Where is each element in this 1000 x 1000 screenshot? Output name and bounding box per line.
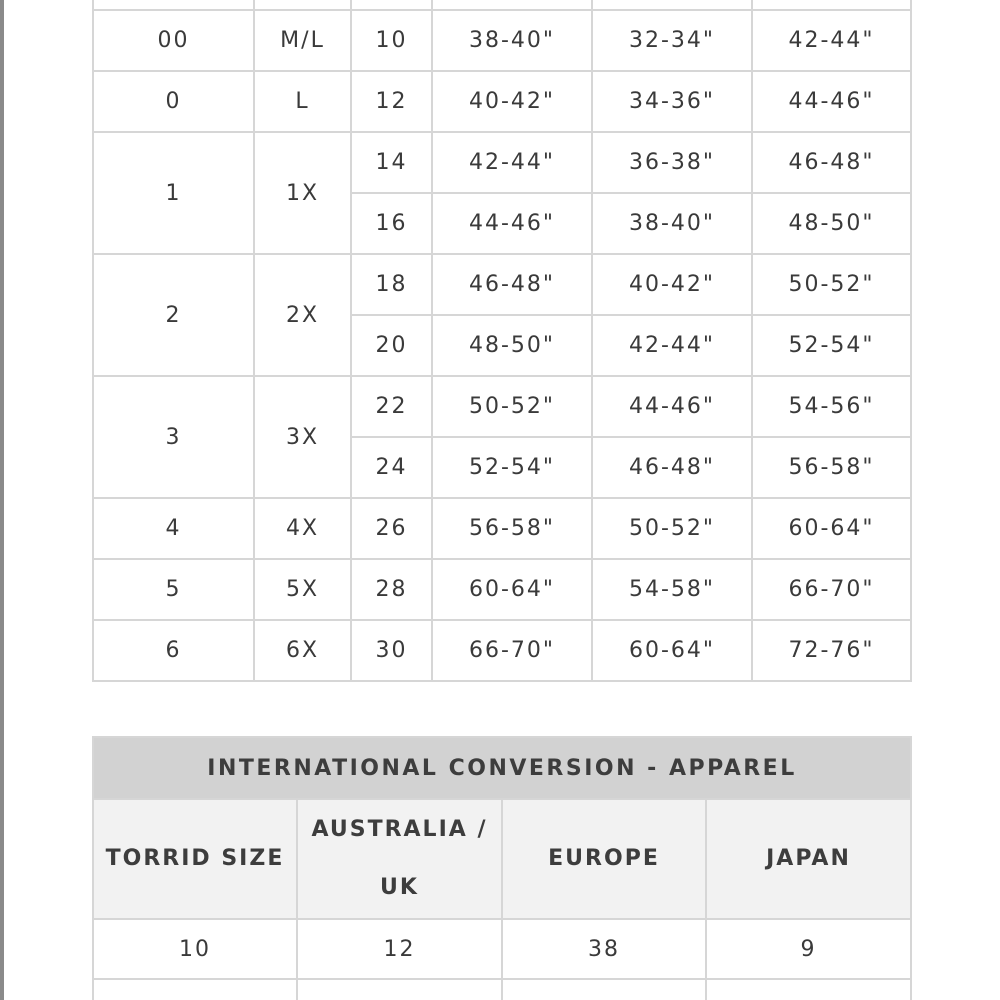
conversion-table-title: INTERNATIONAL CONVERSION - APPAREL bbox=[93, 737, 911, 799]
hips-cell: 48-50" bbox=[752, 193, 911, 254]
size-chart-body bbox=[93, 0, 911, 681]
hips-cell: 60-64" bbox=[752, 498, 911, 559]
hips-cell: 54-56" bbox=[752, 376, 911, 437]
us-size-cell: 5X bbox=[254, 559, 351, 620]
waist-cell: 32-34" bbox=[592, 10, 752, 71]
torrid-size-cell: 10 bbox=[93, 919, 297, 979]
waist-cell: 34-36" bbox=[592, 71, 752, 132]
numeric-size-cell: 30 bbox=[351, 620, 432, 681]
torrid-size-cell: 1 bbox=[93, 132, 254, 254]
us-size-cell: 1X bbox=[254, 132, 351, 254]
australia-uk-cell: 12 bbox=[297, 919, 502, 979]
bust-cell: 60-64" bbox=[432, 559, 592, 620]
hips-cell: 52-54" bbox=[752, 315, 911, 376]
size-chart-table bbox=[92, 0, 912, 682]
us-size-cell: 6X bbox=[254, 620, 351, 681]
waist-cell: 40-42" bbox=[592, 254, 752, 315]
us-size-cell: 2X bbox=[254, 254, 351, 376]
waist-cell: 50-52" bbox=[592, 498, 752, 559]
table-row bbox=[93, 376, 911, 437]
torrid-size-cell: 5 bbox=[93, 559, 254, 620]
column-header-japan: JAPAN bbox=[706, 799, 911, 919]
torrid-size-cell: 3 bbox=[93, 376, 254, 498]
bust-cell: 46-48" bbox=[432, 254, 592, 315]
numeric-size-cell: 10 bbox=[351, 10, 432, 71]
bust-cell: 66-70" bbox=[432, 620, 592, 681]
hips-cell: 42-44" bbox=[752, 10, 911, 71]
hips-cell: 72-76" bbox=[752, 620, 911, 681]
numeric-size-cell: 24 bbox=[351, 437, 432, 498]
numeric-size-cell: 14 bbox=[351, 132, 432, 193]
us-size-cell: M/L bbox=[254, 10, 351, 71]
hips-cell: 56-58" bbox=[752, 437, 911, 498]
numeric-size-cell: 20 bbox=[351, 315, 432, 376]
europe-cell: 38 bbox=[502, 919, 706, 979]
conversion-table-head bbox=[93, 737, 911, 919]
table-row bbox=[93, 71, 911, 132]
international-conversion-table bbox=[92, 736, 912, 1000]
bust-cell: 42-44" bbox=[432, 132, 592, 193]
column-header-australia-uk-line1: AUSTRALIA / bbox=[311, 817, 488, 842]
torrid-size-cell: 00 bbox=[93, 10, 254, 71]
column-header-europe: EUROPE bbox=[502, 799, 706, 919]
numeric-size-cell: 16 bbox=[351, 193, 432, 254]
waist-cell: 36-38" bbox=[592, 132, 752, 193]
table-row-partial bbox=[93, 979, 911, 1000]
column-header-australia-uk-line2: UK bbox=[380, 875, 419, 900]
bust-cell: 38-40" bbox=[432, 10, 592, 71]
torrid-size-cell: 0 bbox=[93, 71, 254, 132]
hips-cell: 44-46" bbox=[752, 71, 911, 132]
torrid-size-cell: 4 bbox=[93, 498, 254, 559]
waist-cell: 54-58" bbox=[592, 559, 752, 620]
table-row bbox=[93, 254, 911, 315]
hips-cell: 66-70" bbox=[752, 559, 911, 620]
numeric-size-cell: 26 bbox=[351, 498, 432, 559]
table-row bbox=[93, 620, 911, 681]
column-header-australia-uk bbox=[297, 799, 502, 919]
table-row bbox=[93, 132, 911, 193]
torrid-size-cell: 6 bbox=[93, 620, 254, 681]
us-size-cell: 4X bbox=[254, 498, 351, 559]
us-size-cell: L bbox=[254, 71, 351, 132]
table-row bbox=[93, 559, 911, 620]
us-size-cell: 3X bbox=[254, 376, 351, 498]
table-row bbox=[93, 10, 911, 71]
page-left-border bbox=[0, 0, 4, 1000]
waist-cell: 60-64" bbox=[592, 620, 752, 681]
waist-cell: 44-46" bbox=[592, 376, 752, 437]
torrid-size-cell: 2 bbox=[93, 254, 254, 376]
numeric-size-cell: 22 bbox=[351, 376, 432, 437]
japan-cell: 9 bbox=[706, 919, 911, 979]
table-header-stub-row bbox=[93, 0, 911, 10]
bust-cell: 48-50" bbox=[432, 315, 592, 376]
conversion-table-body bbox=[93, 919, 911, 1000]
table-row bbox=[93, 498, 911, 559]
bust-cell: 52-54" bbox=[432, 437, 592, 498]
waist-cell: 46-48" bbox=[592, 437, 752, 498]
numeric-size-cell: 12 bbox=[351, 71, 432, 132]
table-row bbox=[93, 919, 911, 979]
hips-cell: 50-52" bbox=[752, 254, 911, 315]
bust-cell: 56-58" bbox=[432, 498, 592, 559]
bust-cell: 50-52" bbox=[432, 376, 592, 437]
waist-cell: 42-44" bbox=[592, 315, 752, 376]
bust-cell: 40-42" bbox=[432, 71, 592, 132]
numeric-size-cell: 28 bbox=[351, 559, 432, 620]
hips-cell: 46-48" bbox=[752, 132, 911, 193]
column-header-torrid-size: TORRID SIZE bbox=[93, 799, 297, 919]
waist-cell: 38-40" bbox=[592, 193, 752, 254]
numeric-size-cell: 18 bbox=[351, 254, 432, 315]
bust-cell: 44-46" bbox=[432, 193, 592, 254]
